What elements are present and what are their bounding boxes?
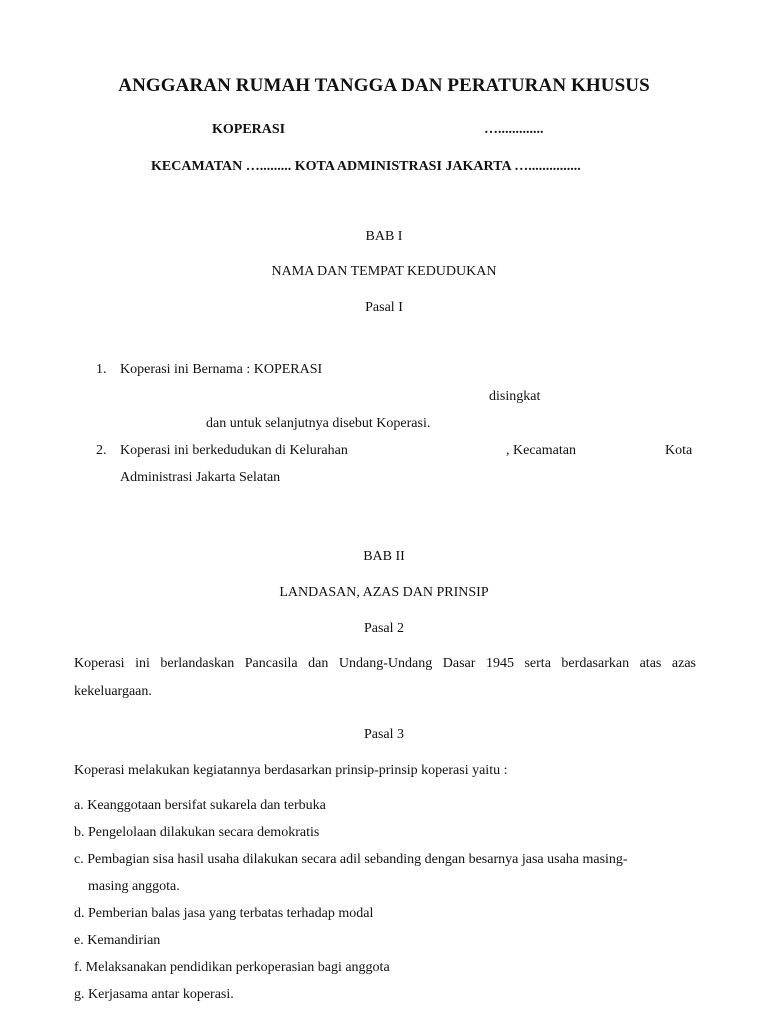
item1-text: Koperasi ini Bernama : KOPERASI [120,362,323,377]
bab2-heading: BAB II [363,549,405,564]
pasal3-intro: Koperasi melakukan kegiatannya berdasarkan prinsip-prinsip koperasi yaitu : [74,763,508,778]
principle-d: d. Pemberian balas jasa yang terbatas terhadap modal [74,906,374,921]
bab2-title: LANDASAN, AZAS DAN PRINSIP [279,585,489,600]
pasal2-line2: kekeluargaan. [74,684,152,699]
item1-disingkat: disingkat [489,389,541,404]
principle-c-continued: masing anggota. [88,879,180,894]
item1-number: 1. [96,362,107,377]
principle-a: a. Keanggotaan bersifat sukarela dan terbuka [74,798,326,813]
pasal2-line1: Koperasi ini berlandaskan Pancasila dan Undang-Undang Dasar 1945 serta berdasarkan atas azas [74,656,696,671]
principle-g: g. Kerjasama antar koperasi. [74,987,234,1002]
item1-continued: dan untuk selanjutnya disebut Koperasi. [206,416,431,431]
kecamatan-line: KECAMATAN …......... KOTA ADMINISTRASI JAKARTA …............... [151,159,581,174]
item2-line2: Administrasi Jakarta Selatan [120,470,281,485]
pasal2-heading: Pasal 2 [363,621,405,636]
item2-number: 2. [96,443,107,458]
koperasi-label: KOPERASI [212,122,286,137]
principle-f: f. Melaksanakan pendidikan perkoperasian bagi anggota [74,960,390,975]
bab1-heading: BAB I [365,229,403,244]
principle-b: b. Pengelolaan dilakukan secara demokratis [74,825,320,840]
item2-part-c: Kota [665,443,693,458]
item2-part-b: , Kecamatan [506,443,576,458]
bab1-title: NAMA DAN TEMPAT KEDUDUKAN [271,264,497,279]
principle-e: e. Kemandirian [74,933,161,948]
koperasi-name-placeholder: …............. [484,122,544,137]
item2-part-a: Koperasi ini berkedudukan di Kelurahan [120,443,348,458]
document-title: ANGGARAN RUMAH TANGGA DAN PERATURAN KHUSUS [118,75,650,96]
bab1-pasal: Pasal I [365,300,403,315]
pasal3-heading: Pasal 3 [363,727,405,742]
principle-c: c. Pembagian sisa hasil usaha dilakukan secara adil sebanding dengan besarnya jasa usaha masing- [74,852,628,867]
